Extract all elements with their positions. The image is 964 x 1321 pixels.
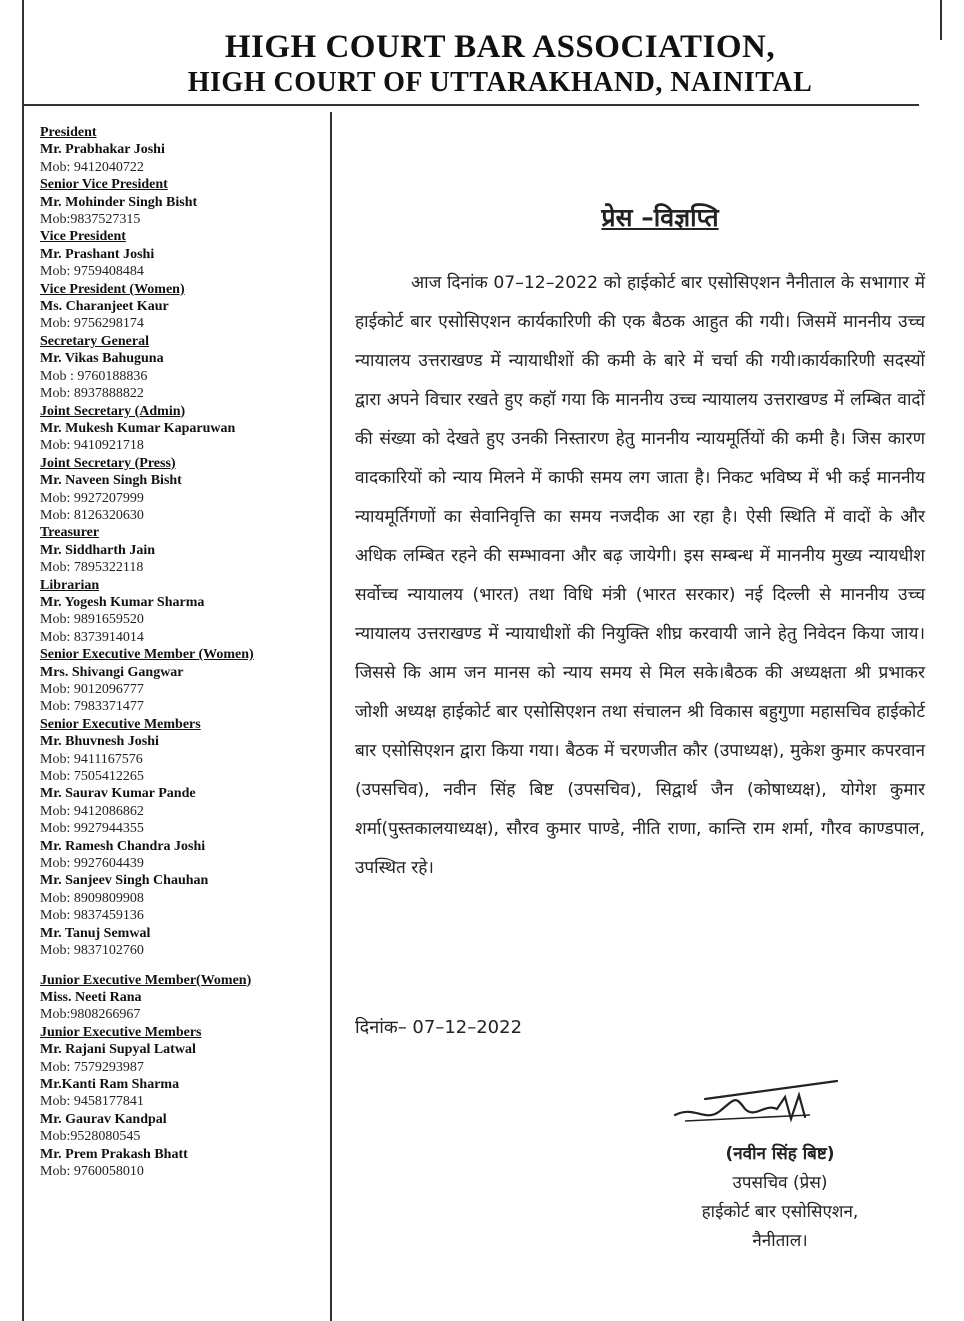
member-name: Miss. Neeti Rana [40,989,142,1005]
member-role: Junior Executive Member(Women) [40,972,252,988]
member-role: Vice President [40,229,126,245]
member-mobile: Mob: 9759408484 [40,264,144,280]
member-mobile: Mob: 9760058010 [40,1163,144,1179]
member-role: President [40,125,97,140]
column-divider [330,112,332,1321]
member-name: Mr. Yogesh Kumar Sharma [40,594,205,610]
member-name: Mr. Saurav Kumar Pande [40,786,196,802]
member-role: Senior Vice President [40,177,168,193]
member-mobile: Mob: 9837459136 [40,908,144,924]
signatory-designation: उपसचिव (प्रेस) [732,1173,828,1193]
member-name: Mr. Vikas Bahuguna [40,351,164,367]
member-name: Mr. Tanuj Semwal [40,925,151,941]
member-name: Mr. Prabhakar Joshi [40,142,165,158]
member-name: Mr.Kanti Ram Sharma [40,1076,180,1092]
member-mobile: Mob: 7895322118 [40,560,144,576]
section-gap [40,960,325,972]
member-name: Ms. Charanjeet Kaur [40,299,169,315]
member-name: Mr. Gaurav Kandpal [40,1111,167,1127]
member-name: Mr. Siddharth Jain [40,542,156,558]
member-mobile: Mob: 9927604439 [40,856,144,872]
member-name: Mr. Prashant Joshi [40,246,155,262]
office-bearers-list [40,124,325,1180]
member-name: Mr. Sanjeev Singh Chauhan [40,873,209,889]
member-role: Secretary General [40,333,149,349]
member-name: Mr. Mukesh Kumar Kaparuwan [40,420,236,436]
left-page-border [22,0,24,1321]
member-role: Joint Secretary (Press) [40,455,176,471]
member-name: Mr. Naveen Singh Bisht [40,473,182,489]
member-mobile: Mob : 9760188836 [40,368,148,384]
member-role: Senior Executive Members [40,716,201,732]
member-mobile: Mob: 7983371477 [40,699,144,715]
member-mobile: Mob: 9410921718 [40,438,144,454]
member-name: Mr. Rajani Supyal Latwal [40,1042,196,1058]
member-role: Treasurer [40,525,100,541]
signatory-name: (नवीन सिंह बिष्ट) [725,1144,835,1164]
member-name: Mr. Prem Prakash Bhatt [40,1146,188,1162]
press-release-title: प्रेस –विज्ञप्ति [601,203,719,232]
member-mobile: Mob: 8937888822 [40,386,144,402]
right-page-border [940,0,942,40]
member-role: Junior Executive Members [40,1024,202,1040]
member-name: Mr. Mohinder Singh Bisht [40,194,198,210]
handwritten-signature [665,1075,845,1135]
press-release-content [355,200,925,888]
member-mobile: Mob: 9927944355 [40,821,144,837]
member-mobile: Mob: 9411167576 [40,751,143,767]
member-mobile: Mob: 9837102760 [40,943,144,959]
member-name: Mr. Ramesh Chandra Joshi [40,838,206,854]
member-name: Mr. Bhuvnesh Joshi [40,734,159,750]
member-mobile: Mob: 7579293987 [40,1059,144,1075]
member-mobile: Mob: 9891659520 [40,612,144,628]
member-mobile: Mob: 7505412265 [40,769,144,785]
signatory-organisation: हाईकोर्ट बार एसोसिएशन, [701,1202,859,1222]
release-date: दिनांक– 07–12–2022 [355,1017,523,1038]
member-mobile: Mob:9528080545 [40,1129,141,1145]
letterhead-line-1: HIGH COURT BAR ASSOCIATION, [224,29,776,65]
member-role: Senior Executive Member (Women) [40,647,254,663]
member-mobile: Mob: 8909809908 [40,890,144,906]
member-mobile: Mob: 9927207999 [40,490,144,506]
member-mobile: Mob: 9458177841 [40,1094,144,1110]
member-mobile: Mob: 8126320630 [40,507,144,523]
member-mobile: Mob: 9756298174 [40,316,144,332]
member-mobile: Mob: 9012096777 [40,682,144,697]
press-release-body: आज दिनांक 07–12–2022 को हाईकोर्ट बार एसोसिएशन नैनीताल के सभागार में हाईकोर्ट बार एसोसिएशन कार्यकारिणी की एक बैठक आहुत की गयी। जिसमें माननीय उच्च न्यायालय उत्तराखण्ड में न्यायाधीशों की कमी के बारे में चर्चा की गयी।कार्यकारिणी सदस्यों द्वारा अपने विचार रखते हुए कहॉ गया कि माननीय उच्च न्यायालय उत्तराखण्ड में लम्बित वादों की संख्या को देखते हुए उनकी निस्तारण हेतु माननीय न्यायमूर्तियों की कमी है। जिस कारण वादकारियों को न्याय मिलने में काफी समय लग जाता है। निकट भविष्य में भी कई माननीय न्यायमूर्तिगणों का सेवानिवृत्ति का समय नजदीक आ रहा है। ऐसी स्थिति में वादों के और अधिक लम्बित रहने की सम्भावना और बढ़ जायेगी। इस सम्बन्ध में माननीय मुख्य न्यायधीश सर्वोच्च न्यायालय (भारत) तथा विधि मंत्री (भारत सरकार) नई दिल्ली से माननीय उच्च न्यायालय उत्तराखण्ड में न्यायाधीशों की नियुक्ति शीघ्र करवायी जाने हेतु निवेदन किया जाय। जिससे कि आम जन मानस को न्याय समय से मिल सके।बैठक की अध्यक्षता श्री प्रभाकर जोशी अध्यक्ष हाईकोर्ट बार एसोसिएशन तथा संचालन श्री विकास बहुगुणा महासचिव हाईकोर्ट बार एसोसिएशन द्वारा किया गया। बैठक में चरणजीत कौर (उपाध्यक्ष), मुकेश कुमार कपरवान (उपसचिव), नवीन सिंह बिष्ट (उपसचिव), सिद्वार्थ जैन (कोषाध्यक्ष), योगेश कुमार शर्मा(पुस्तकालयाध्यक्ष), सौरव कुमार पाण्डे, नीति राणा, कान्ति राम शर्मा, गौरव काण्डपाल, उपस्थित रहे। [355,273,925,878]
member-mobile: Mob:9808266967 [40,1007,141,1023]
member-role: Vice President (Women) [40,281,185,297]
member-mobile: Mob: 8373914014 [40,629,144,645]
signatory-city: नैनीताल। [752,1231,808,1251]
letterhead [150,28,850,100]
header-rule [24,104,919,106]
member-name: Mrs. Shivangi Gangwar [40,664,184,680]
letterhead-line-2: HIGH COURT OF UTTARAKHAND, NAINITAL [187,67,813,98]
member-mobile: Mob: 9412040722 [40,159,144,175]
member-role: Joint Secretary (Admin) [40,403,186,419]
member-mobile: Mob: 9412086862 [40,803,144,819]
signatory-block [690,1140,870,1256]
member-role: Librarian [40,577,100,593]
member-mobile: Mob:9837527315 [40,212,141,228]
